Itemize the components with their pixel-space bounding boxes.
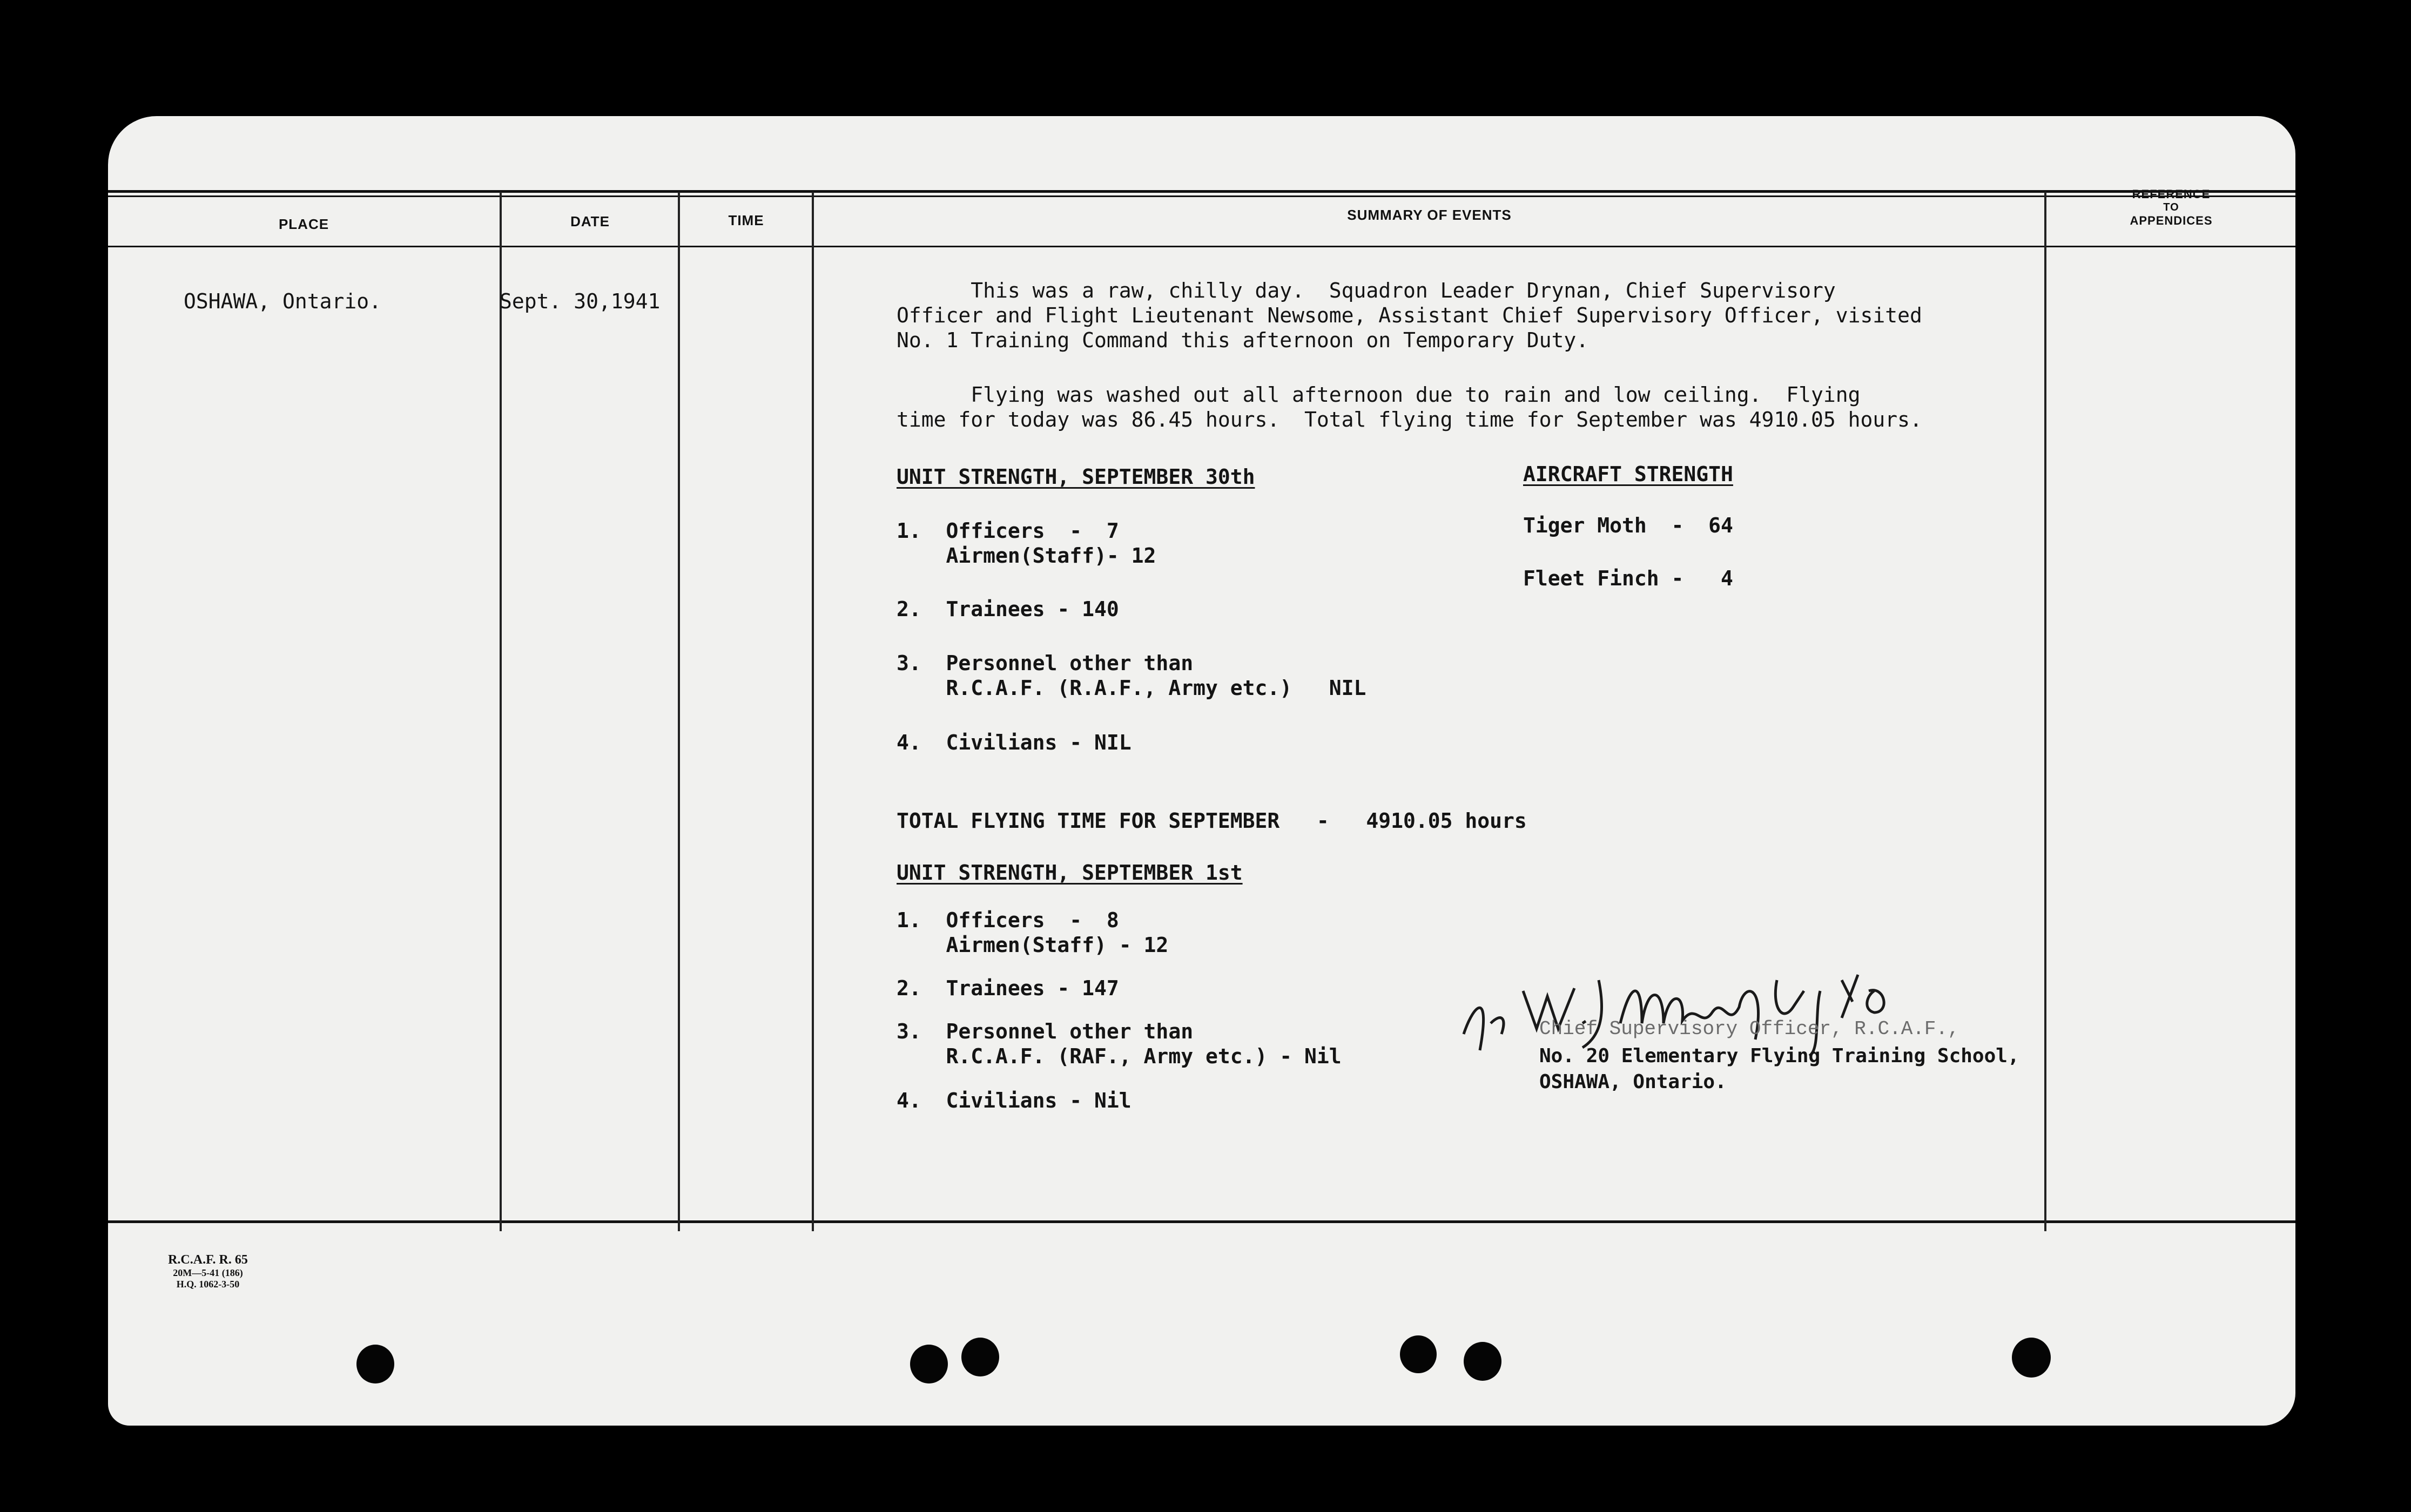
signature-line2: No. 20 Elementary Flying Training School, — [1539, 1045, 2019, 1067]
divider-time-summary — [812, 192, 814, 1231]
header-reference-line2: TO — [2163, 201, 2179, 213]
punch-hole — [961, 1338, 999, 1376]
header-time: TIME — [728, 212, 764, 228]
summary-para1-line2: Officer and Flight Lieutenant Newsome, Assistant Chief Supervisory Officer, visited — [897, 303, 1922, 327]
us30-officers: 1. Officers - 7 — [897, 519, 1119, 543]
divider-summary-reference — [2044, 192, 2046, 1231]
record-card — [108, 116, 2295, 1426]
header-bottom-rule — [108, 246, 2295, 247]
us30-personnel-line2: R.C.A.F. (R.A.F., Army etc.) NIL — [897, 676, 1366, 700]
header-summary: SUMMARY OF EVENTS — [1347, 207, 1512, 223]
summary-para2-line2: time for today was 86.45 hours. Total flying time for September was 4910.05 hours. — [897, 408, 1922, 431]
signature-line3: OSHAWA, Ontario. — [1539, 1071, 1727, 1093]
aircraft-strength-heading: AIRCRAFT STRENGTH — [1523, 462, 1733, 486]
header-reference-line1: REFERENCE — [2132, 187, 2211, 201]
header-reference-line3: APPENDICES — [2130, 214, 2213, 227]
divider-date-time — [678, 192, 680, 1231]
us1-civilians: 4. Civilians - Nil — [897, 1089, 1132, 1112]
form-number-line3: H.Q. 1062-3-50 — [176, 1279, 240, 1290]
divider-place-date — [500, 192, 502, 1231]
header-top-rule — [108, 190, 2295, 193]
us1-airmen: Airmen(Staff) - 12 — [897, 933, 1169, 957]
unit-strength-30-heading: UNIT STRENGTH, SEPTEMBER 30th — [897, 465, 1255, 489]
punch-hole — [2012, 1338, 2051, 1378]
signature-block — [1431, 1018, 2025, 1153]
unit-strength-1-heading: UNIT STRENGTH, SEPTEMBER 1st — [897, 861, 1243, 885]
signature-line1: Chief Supervisory Officer, R.C.A.F., — [1539, 1018, 1959, 1040]
summary-para1-line3: No. 1 Training Command this afternoon on Temporary Duty. — [897, 328, 1589, 352]
aircraft-tiger-moth: Tiger Moth - 64 — [1523, 514, 1733, 537]
header-second-rule — [108, 195, 2295, 197]
punch-hole — [356, 1345, 394, 1383]
header-reference — [2047, 187, 2295, 228]
us1-officers: 1. Officers - 8 — [897, 908, 1119, 932]
punch-hole — [1464, 1342, 1501, 1381]
entry-place: OSHAWA, Ontario. — [184, 289, 382, 313]
us1-personnel-line1: 3. Personnel other than — [897, 1020, 1194, 1043]
form-number-line2: 20M—5-41 (186) — [173, 1267, 243, 1278]
header-date: DATE — [570, 213, 610, 230]
aircraft-fleet-finch: Fleet Finch - 4 — [1523, 566, 1733, 590]
entry-date: Sept. 30,1941 — [500, 289, 661, 313]
punch-hole — [910, 1345, 948, 1383]
header-place: PLACE — [278, 216, 329, 232]
us30-airmen: Airmen(Staff)- 12 — [897, 544, 1156, 568]
total-flying-time: TOTAL FLYING TIME FOR SEPTEMBER - 4910.05 hours — [897, 809, 1527, 833]
us30-personnel-line1: 3. Personnel other than — [897, 651, 1194, 675]
us1-trainees: 2. Trainees - 147 — [897, 976, 1119, 1000]
us1-personnel-line2: R.C.A.F. (RAF., Army etc.) - Nil — [897, 1044, 1342, 1068]
form-number — [138, 1253, 278, 1290]
summary-para1-line1: This was a raw, chilly day. Squadron Leader Drynan, Chief Supervisory — [897, 279, 1836, 302]
footer-rule — [108, 1220, 2295, 1223]
punch-hole — [1400, 1335, 1437, 1373]
us30-trainees: 2. Trainees - 140 — [897, 597, 1119, 621]
summary-para2-line1: Flying was washed out all afternoon due to rain and low ceiling. Flying — [897, 383, 1861, 407]
form-number-line1: R.C.A.F. R. 65 — [168, 1253, 248, 1267]
us30-civilians: 4. Civilians - NIL — [897, 731, 1132, 754]
